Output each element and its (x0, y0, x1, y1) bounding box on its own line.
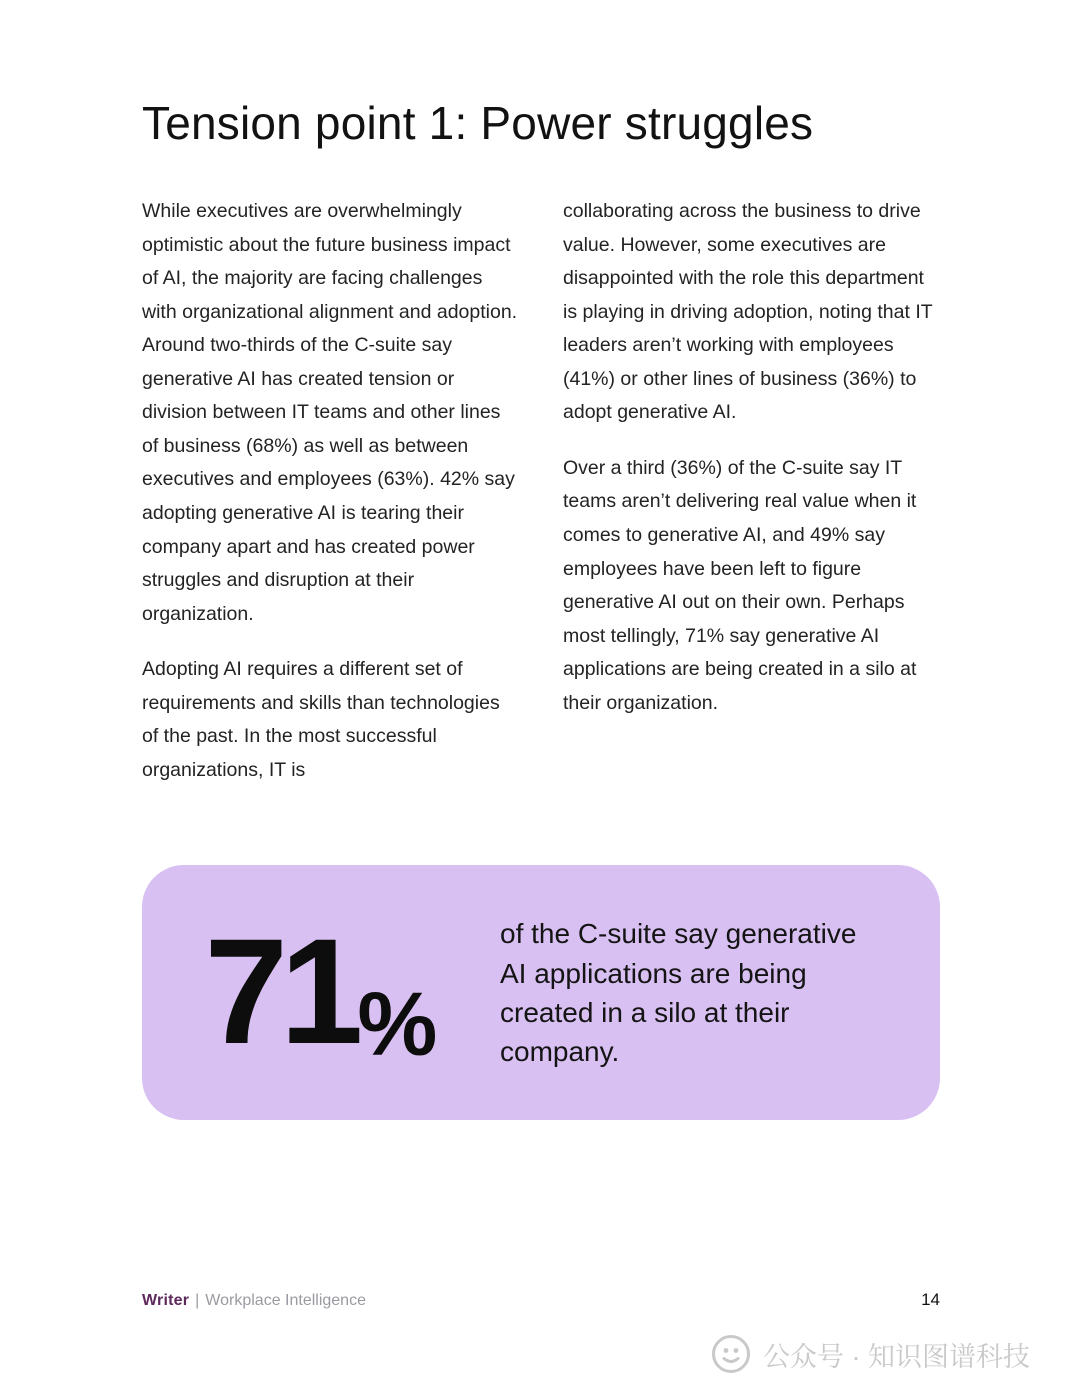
footer-subtitle: Workplace Intelligence (205, 1292, 366, 1309)
stat-caption: of the C-suite say generative AI applications are being created in a silo at their company. (500, 918, 857, 1067)
stat-callout (142, 865, 940, 1120)
stat-number (177, 906, 462, 1075)
wechat-official-account-icon (711, 1334, 751, 1374)
right-column (563, 195, 940, 809)
paragraph: collaborating across the business to drive value. However, some executives are disappointed with the role this department is playing in driving adoption, noting that IT leaders aren’t working with employees (41%) or other lines of business (36%) to adopt generative AI. (563, 200, 933, 424)
page-title: Tension point 1: Power struggles (142, 97, 814, 149)
footer-separator: | (195, 1292, 200, 1309)
body-columns (142, 195, 940, 809)
brand-name: Writer (142, 1292, 190, 1309)
paragraph: Adopting AI requires a different set of requirements and skills than technologies of the past. In the most successful organizations, IT is (142, 658, 500, 781)
percent-sign: % (357, 974, 435, 1075)
paragraph: Over a third (36%) of the C-suite say IT teams aren’t delivering real value when it comes to generative AI, and 49% say employees have been left to figure generative AI out on their own. Perhaps most tellingly, 71% say generative AI applications are being created in a silo at their organization. (563, 456, 917, 714)
paragraph: While executives are overwhelmingly optimistic about the future business impact of AI, the majority are facing challenges with organizational alignment and adoption. Around two-thirds of the C-suite say generative AI has created tension or division between IT teams and other lines of business (68%) as well as between executives and employees (63%). 42% say adopting generative AI is tearing their company apart and has created power struggles and disruption at their organization. (142, 200, 518, 625)
watermark (711, 1334, 1030, 1374)
page-number: 14 (921, 1290, 940, 1309)
page-footer (142, 1290, 940, 1310)
stat-digits: 71 (204, 906, 356, 1075)
watermark-text: 公众号 · 知识图谱科技 (763, 1341, 1030, 1372)
left-column (142, 195, 519, 809)
footer-brand-line (142, 1292, 366, 1310)
